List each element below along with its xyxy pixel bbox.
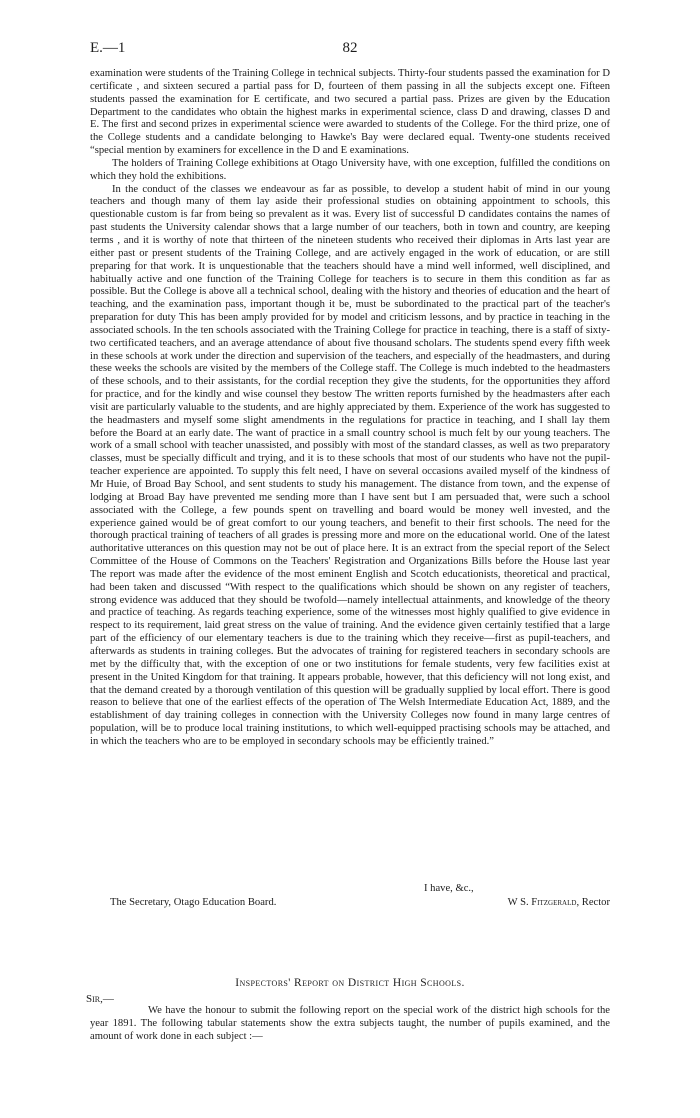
document-reference: E.—1 (90, 40, 126, 56)
addressee: The Secretary, Otago Education Board. (110, 897, 277, 908)
valediction: I have, &c., (424, 883, 474, 894)
salutation: Sir,— (86, 993, 114, 1005)
body-paragraph: examination were students of the Training College in technical subjects. Thirty-four students passed the examination for D certificate , and sixteen secured a partial pass for D, fourteen of them passing in all the subjects except one. Fifteen students passed the examination for E certificate, and two secured a partial pass. Prizes are given by the Education Department to the candidates who obtain the highest marks in experimental science, class D and drawing, classes D and E. The first and second prizes in experimental science were awarded to students of the College. For the third prize, one of the College students and a candidate belonging to Hawke's Bay were declared equal. Twenty-one students received “special mention by examiners for excellence in the D and E examinations. (90, 68, 610, 157)
page-header (90, 40, 610, 62)
intro-paragraph: We have the honour to submit the following report on the special work of the district high schools for the year 1891. The following tabular statements show the extra subjects taught, the number of pupils examined, and the amount of work done in each subject :— (90, 1005, 610, 1042)
signer-initials: W S. (507, 897, 529, 908)
signer-title: , Rector (576, 897, 610, 908)
report-heading: Inspectors' Report on District High Schools. (235, 977, 465, 989)
signature (508, 897, 610, 908)
report-intro (90, 1005, 610, 1044)
body-paragraph: In the conduct of the classes we endeavour as far as possible, to develop a student habit of mind in our young teachers and though many of them lay aside their professional studies on obtaining appointment to schools, this questionable custom is far from being so prevalent as it was. Every list of successful D candidates contains the names of past students the University calendar shows that a large number of our teachers, both in town and country, are keeping terms , and it is worthy of note that thirteen of the nineteen students who received their diplomas in Arts last year are either past or present students of the Training College, and are actively engaged in the work of education, or are still preparing for that work. It is unquestionable that the teachers should have a mind well informed, well disciplined, and habitually active and one function of the Training College for teachers is to secure in them this condition as far as possible. But the College is above all a technical school, dealing with the history and theories of education and the heart of teaching, and the examination pass, important though it be, must be subordinated to the practical part of the teacher's preparation for duty This has been amply provided for by model and criticism lessons, and by practice in teaching in the associated schools. In the ten schools associated with the Training College for practice in teaching, there is a staff of sixty-two certificated teachers, and an average attendance of about five thousand scholars. The students spend every fifth week in these schools at work under the direction and supervision of the teachers, and especially of the headmasters, and during these weeks the schools are visited by the members of the College staff. The College is much indebted to the headmasters of these schools, and to their assistants, for the cordial reception they give the students, for the opportunities they afford for practice, and for the kindly and wise counsel they bestow The written reports furnished by the headmasters after each visit are particularly valuable to the students, and are highly appreciated by them. Experience of the work has suggested to the headmasters and myself some slight amendments in the regulations for practice in teaching, and I shall lay them before the Board at an early date. The want of practice in a small country school is much felt by our young teachers. The work of a small school with teacher unassisted, and possibly with most of the standard classes, as well as two preparatory classes, must be specially difficult and trying, and it is to these schools that most of our students who have not the pupil-teacher experience are appointed. To supply this felt need, I have on several occasions availed myself of the kindness of Mr Huie, of Broad Bay School, and sent students to study his management. The distance from town, and the expense of lodging at Broad Bay have prevented me sending more than I have sent but I am persuaded that, were such a school associated with the College, a few pounds spent on travelling and board would be money well invested, and the experience gained would be of great comfort to our young teachers, and benefit to their first schools. The need for the thorough practical training of teachers of all grades is pressing more and more on the educational world. One of the latest authoritative utterances on this question may not be out of place here. It is an extract from the special report of the Select Committee of the House of Commons on the Teachers' Registration and Organizations Bills before the House last year The report was made after the evidence of the most eminent English and Scotch educationists, theoretical and practical, had been taken and discussed “With respect to the qualifications which should be shown on any register of teachers, strong evidence was adduced that they should be twofold—namely intellectual attainments, and knowledge of the theory and practice of teaching. As regards teaching experience, some of the witnesses most highly qualified to give evidence in respect to its requirement, laid great stress on the value of training. And the evidence given certainly testified that a large part of the efficiency of our elementary teachers is due to the training which they receive—first as pupil-teachers, and afterwards as students in training colleges. But the advocates of training for registered teachers in secondary schools are met by the difficulty that, with the exception of one or two institutions for female students, very few facilities exist at present in the United Kingdom for that training. It appears probable, however, that this deficiency will not long exist, and that the demand created by a thorough ventilation of this question will be gradually supplied by local effort. There is good reason to believe that one of the earliest effects of the operation of The Welsh Intermediate Education Act, 1889, and the establishment of day training colleges in connection with the University Colleges now found in many large centres of population, will be to produce local training institutions, to which well-equipped practising schools may be attached, and in which the teachers who are to be employed in secondary schools may be efficiently trained.” (90, 183, 610, 747)
page-number: 82 (342, 40, 358, 56)
letter-body (90, 68, 610, 749)
signer-surname: Fitzgerald (531, 897, 577, 908)
body-paragraph: The holders of Training College exhibitions at Otago University have, with one exception, fulfilled the conditions on which they hold the exhibitions. (90, 157, 610, 182)
